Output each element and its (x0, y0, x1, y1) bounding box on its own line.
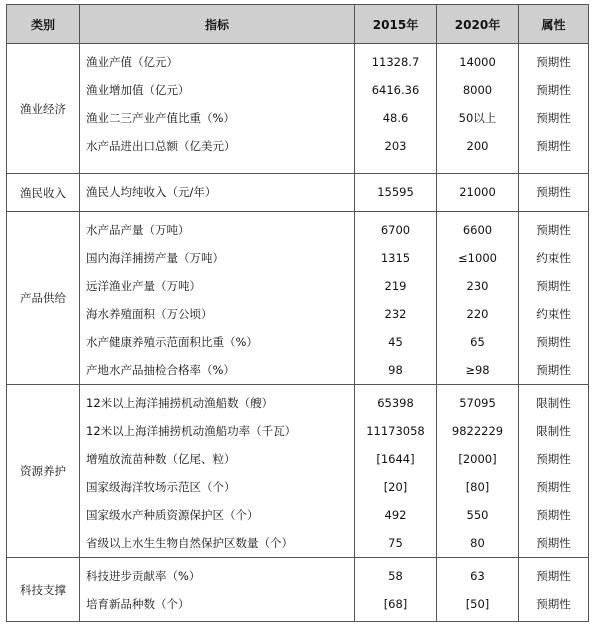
value-2015: 6700 (380, 223, 411, 237)
attribute-text: 预期性 (536, 139, 571, 153)
table-row (7, 212, 589, 385)
value-2020: 220 (466, 307, 489, 321)
value-2020: [50] (465, 597, 490, 611)
attribute-text: 预期性 (536, 223, 571, 237)
attribute-text-column (519, 558, 589, 622)
attribute-text: 预期性 (536, 597, 571, 611)
indicator-text: 水产品进出口总额（亿美元） (86, 139, 236, 153)
indicator-text: 渔业二三产业产值比重（%） (86, 111, 235, 125)
indicator-text: 产地水产品抽检合格率（%） (86, 363, 235, 377)
indicator-text: 水产健康养殖示范面积比重（%） (86, 335, 258, 349)
value-2020-column (437, 558, 519, 622)
attribute-text: 预期性 (536, 279, 571, 293)
header-row (7, 5, 589, 44)
attribute-text: 预期性 (536, 55, 571, 69)
value-2015: 11173058 (366, 424, 425, 438)
indicator-text: 培育新品种数（个） (86, 597, 190, 611)
indicator-text: 渔民人均纯收入（元/年） (86, 185, 217, 199)
indicator-text: 12米以上海洋捕捞机动渔船数（艘） (86, 396, 274, 410)
value-2015-column (355, 385, 437, 558)
value-2020: 6600 (462, 223, 493, 237)
value-2020-column (437, 212, 519, 385)
value-2015: 1315 (380, 251, 411, 265)
attribute-text: 预期性 (536, 480, 571, 494)
value-2020: 230 (466, 279, 489, 293)
header-2015: 2015年 (355, 5, 437, 44)
attribute-text: 预期性 (536, 536, 571, 550)
indicator-text: 科技进步贡献率（%） (86, 569, 201, 583)
indicator-text: 国家级水产种质资源保护区（个） (86, 508, 259, 522)
category-cell: 科技支撑 (7, 558, 80, 622)
header-indicator: 指标 (80, 5, 355, 44)
table-row (7, 385, 589, 558)
value-2020: [80] (465, 480, 490, 494)
value-2015-column (355, 44, 437, 174)
value-2015: 58 (388, 569, 403, 583)
attribute-text: 预期性 (536, 111, 571, 125)
value-2020: 80 (470, 536, 485, 550)
attribute-text: 约束性 (536, 251, 571, 265)
value-2020: 9822229 (451, 424, 504, 438)
attribute-text-column (519, 44, 589, 174)
value-2020: 200 (466, 139, 489, 153)
value-2020: 65 (470, 335, 485, 349)
category-cell: 资源养护 (7, 385, 80, 558)
attribute-text: 预期性 (536, 363, 571, 377)
indicator-text: 省级以上水生生物自然保护区数量（个） (86, 536, 293, 550)
value-2015: 65398 (377, 396, 414, 410)
attribute-text: 限制性 (536, 424, 571, 438)
category-cell: 产品供给 (7, 212, 80, 385)
table-row (7, 558, 589, 622)
value-2015-column (355, 174, 437, 212)
indicator-text: 远洋渔业产量（万吨） (86, 279, 201, 293)
attribute-text-column (519, 385, 589, 558)
indicator-text: 国家级海洋牧场示范区（个） (86, 480, 236, 494)
value-2020-column (437, 174, 519, 212)
attribute-text-column (519, 212, 589, 385)
attribute-text: 预期性 (536, 185, 571, 199)
indicator-text: 渔业增加值（亿元） (86, 83, 190, 97)
value-2020: 8000 (462, 83, 493, 97)
value-2015: 203 (384, 139, 407, 153)
attribute-text: 预期性 (536, 569, 571, 583)
header-attribute: 属性 (519, 5, 589, 44)
value-2015: 11328.7 (371, 55, 420, 69)
value-2015: 6416.36 (371, 83, 420, 97)
value-2015: 75 (388, 536, 403, 550)
value-2015: [68] (383, 597, 408, 611)
attribute-text: 预期性 (536, 508, 571, 522)
indicator-text-column (80, 44, 355, 174)
attribute-text: 预期性 (536, 335, 571, 349)
indicator-text: 渔业产值（亿元） (86, 55, 178, 69)
category-cell: 渔民收入 (7, 174, 80, 212)
value-2015: 45 (388, 335, 403, 349)
value-2015-column (355, 558, 437, 622)
value-2015-column (355, 212, 437, 385)
indicator-table (6, 4, 589, 622)
value-2020: 21000 (459, 185, 496, 199)
indicator-text-column (80, 174, 355, 212)
value-2015: [20] (383, 480, 408, 494)
category-cell: 渔业经济 (7, 44, 80, 174)
value-2020-column (437, 385, 519, 558)
value-2020-column (437, 44, 519, 174)
header-2020: 2020年 (437, 5, 519, 44)
value-2015: 492 (384, 508, 407, 522)
indicator-text: 水产品产量（万吨） (86, 223, 190, 237)
indicator-text: 增殖放流苗种数（亿尾、粒） (86, 452, 236, 466)
indicator-text-column (80, 385, 355, 558)
indicator-text-column (80, 212, 355, 385)
value-2015: 48.6 (382, 111, 409, 125)
value-2015: [1644] (376, 452, 415, 466)
value-2015: 232 (384, 307, 407, 321)
value-2020: 57095 (459, 396, 496, 410)
indicator-text: 12米以上海洋捕捞机动渔船功率（千瓦） (86, 424, 297, 438)
value-2020: 63 (470, 569, 485, 583)
value-2020: 50以上 (458, 111, 497, 125)
value-2015: 98 (388, 363, 403, 377)
table-row (7, 174, 589, 212)
indicator-text-column (80, 558, 355, 622)
value-2020: [2000] (458, 452, 497, 466)
value-2015: 15595 (377, 185, 414, 199)
attribute-text: 预期性 (536, 83, 571, 97)
value-2020: ≤1000 (458, 251, 497, 265)
indicator-text: 海水养殖面积（万公顷） (86, 307, 213, 321)
value-2015: 219 (384, 279, 407, 293)
attribute-text: 预期性 (536, 452, 571, 466)
attribute-text: 限制性 (536, 396, 571, 410)
value-2020: 14000 (459, 55, 496, 69)
attribute-text-column (519, 174, 589, 212)
value-2020: 550 (466, 508, 489, 522)
header-category: 类别 (7, 5, 80, 44)
table-row (7, 44, 589, 174)
attribute-text: 约束性 (536, 307, 571, 321)
indicator-text: 国内海洋捕捞产量（万吨） (86, 251, 224, 265)
value-2020: ≥98 (465, 363, 490, 377)
